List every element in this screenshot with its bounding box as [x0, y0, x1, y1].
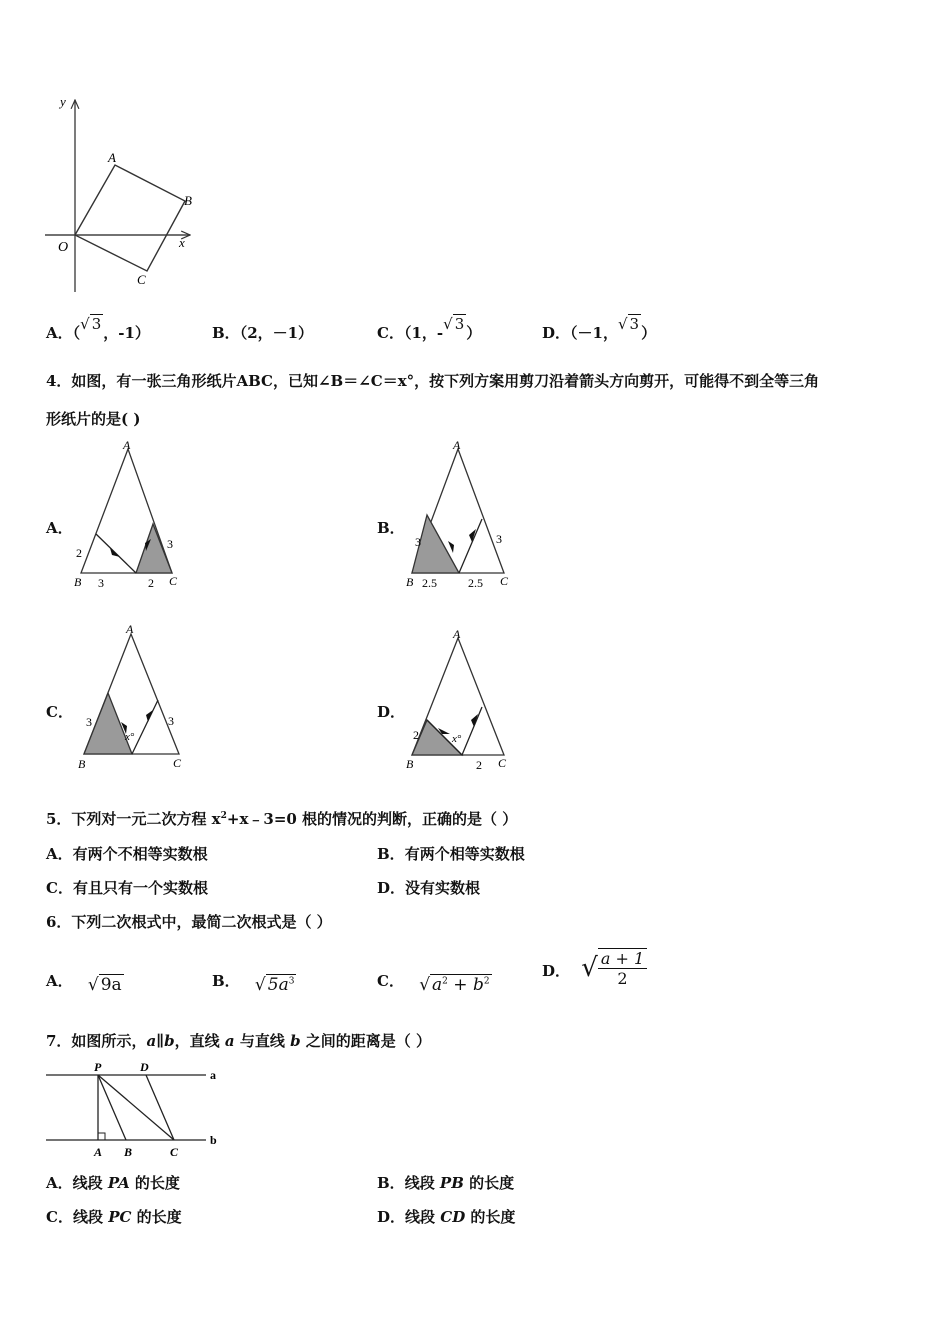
svg-text:C: C: [498, 756, 507, 770]
q4-stem-line1: 4．如图，有一张三角形纸片ABC，已知∠B＝∠C＝x°，按下列方案用剪刀沿着箭头方向剪开，可能得不到全等三角: [46, 372, 820, 390]
svg-text:A: A: [94, 1145, 103, 1159]
svg-text:2: 2: [76, 546, 82, 560]
q7-option-c[interactable]: C．线段 PC 的长度: [46, 1208, 182, 1226]
q4-figure-a[interactable]: [70, 437, 190, 592]
square-oabc: [75, 165, 185, 271]
svg-text:3: 3: [168, 714, 174, 728]
point-c-label: C: [137, 272, 146, 287]
svg-text:A: A: [453, 627, 461, 641]
svg-text:P: P: [94, 1060, 102, 1074]
q7-parallel-lines-figure: [44, 1058, 224, 1163]
sqrt-symbol: √ 3: [443, 315, 465, 333]
svg-text:3: 3: [415, 535, 421, 549]
svg-text:B: B: [78, 757, 86, 771]
svg-text:3: 3: [86, 715, 92, 729]
svg-text:C: C: [169, 574, 178, 588]
origin-label: O: [58, 240, 69, 255]
svg-text:C: C: [173, 756, 182, 770]
q4-option-d-label[interactable]: D．: [377, 703, 406, 721]
svg-text:C: C: [170, 1145, 179, 1159]
svg-text:B: B: [124, 1145, 133, 1159]
point-b-label: B: [184, 193, 192, 208]
q4-option-c-label[interactable]: C．: [46, 703, 73, 721]
svg-text:x°: x°: [125, 731, 135, 743]
q4-stem-line2: 形纸片的是( ): [46, 410, 141, 428]
svg-text:3: 3: [496, 532, 502, 546]
svg-text:D: D: [140, 1060, 149, 1074]
q4-option-a-label[interactable]: A．: [46, 519, 73, 537]
sqrt-symbol: √ 3: [80, 315, 102, 333]
q4-figure-b[interactable]: [402, 437, 522, 592]
point-a-label: A: [108, 150, 116, 165]
svg-text:B: B: [74, 575, 82, 589]
q6-option-d[interactable]: D． √ $\frac{a + 1}{2}$: [542, 948, 647, 988]
svg-text:A: A: [453, 438, 461, 452]
svg-text:2: 2: [148, 576, 154, 590]
q3-option-d[interactable]: D．（－1，√ 3 ）: [542, 315, 657, 342]
svg-text:A: A: [123, 438, 131, 452]
q5-option-b[interactable]: B．有两个相等实数根: [377, 845, 525, 863]
q6-stem: 6．下列二次根式中，最简二次根式是（ ）: [46, 913, 332, 931]
x-axis-label: x: [179, 235, 185, 250]
svg-text:2: 2: [413, 728, 419, 742]
svg-text:x°: x°: [452, 733, 462, 745]
svg-text:B: B: [406, 575, 414, 589]
svg-text:3: 3: [98, 576, 104, 590]
q3-coordinate-figure: [40, 92, 200, 297]
q3-option-c[interactable]: C．（1，-√ 3 ）: [377, 315, 482, 342]
q5-option-c[interactable]: C．有且只有一个实数根: [46, 879, 208, 897]
svg-text:2.5: 2.5: [468, 576, 483, 590]
q7-option-a[interactable]: A．线段 PA 的长度: [46, 1174, 180, 1192]
svg-text:2: 2: [476, 758, 482, 772]
sqrt-symbol: √ 3: [617, 315, 640, 333]
q6-option-c[interactable]: C． √ $a^2 + b^2$: [377, 972, 490, 995]
q5-option-d[interactable]: D．没有实数根: [377, 879, 481, 897]
q3-option-a[interactable]: A．（√ 3 ，-1）: [46, 315, 150, 342]
q4-figure-d[interactable]: [402, 625, 522, 775]
y-axis-label: y: [60, 94, 66, 109]
svg-text:b: b: [210, 1133, 217, 1147]
svg-text:A: A: [126, 622, 134, 636]
svg-text:B: B: [406, 757, 414, 771]
q6-option-a[interactable]: A． √ 9a: [46, 972, 122, 995]
q5-stem: 5．下列对一元二次方程 $x^2+x﹣3=0$ 根的情况的判断，正确的是（ ）: [46, 810, 518, 828]
sqrt-9a: √ 9a: [87, 975, 122, 995]
q7-option-b[interactable]: B．线段 PB 的长度: [377, 1174, 515, 1192]
sqrt-a2-b2: √ $a^2 + b^2$: [419, 975, 490, 995]
q5-option-a[interactable]: A．有两个不相等实数根: [46, 845, 208, 863]
q7-stem: 7．如图所示，a∥b，直线 a 与直线 b 之间的距离是（ ）: [46, 1032, 432, 1050]
fraction: $\frac{a + 1}{2}$: [598, 948, 647, 988]
sqrt-fraction: √: [581, 953, 598, 983]
svg-text:2.5: 2.5: [422, 576, 437, 590]
q4-option-b-label[interactable]: B．: [377, 519, 405, 537]
svg-text:a: a: [210, 1068, 216, 1082]
q7-option-d[interactable]: D．线段 CD 的长度: [377, 1208, 516, 1226]
svg-text:C: C: [500, 574, 509, 588]
q4-figure-c[interactable]: [70, 620, 200, 775]
q3-option-b[interactable]: B．（2，－1）: [212, 324, 314, 342]
svg-text:3: 3: [167, 537, 173, 551]
sqrt-5a3: √ $5a^3$: [254, 975, 295, 995]
q6-option-b[interactable]: B． √ $5a^3$: [212, 972, 295, 995]
